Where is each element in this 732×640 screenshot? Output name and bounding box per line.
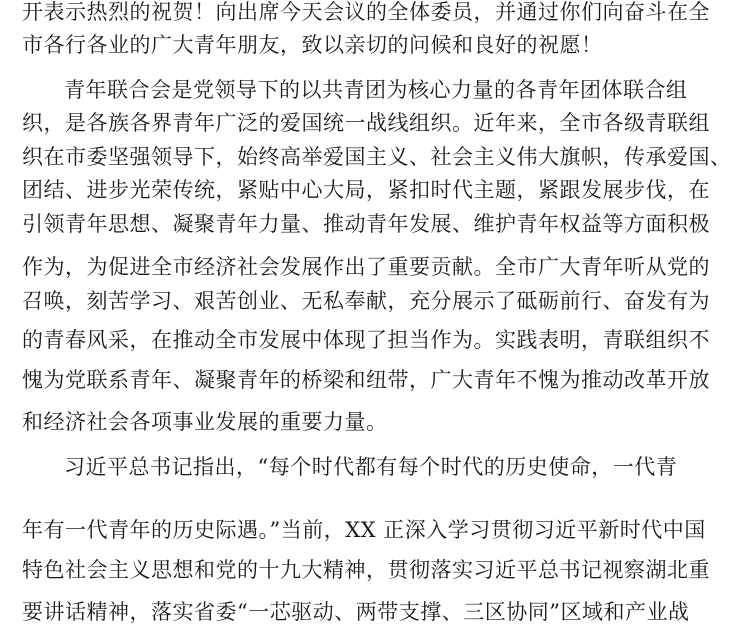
text-line: 召唤，刻苦学习、艰苦创业、无私奉献，充分展示了砥砺前行、奋发有为 [22, 289, 710, 313]
text-line: 作为，为促进全市经济社会发展作出了重要贡献。全市广大青年听从党的 [22, 255, 710, 279]
text-line: 愧为党联系青年、凝聚青年的桥梁和纽带，广大青年不愧为推动改革开放 [22, 368, 710, 392]
text-line: 年有一代青年的历史际遇。”当前，XX 正深入学习贯彻习近平新时代中国 [22, 518, 706, 542]
text-line: 的青春风采，在推动全市发展中体现了担当作为。实践表明，青联组织不 [22, 328, 710, 352]
paragraph-first-line: 青年联合会是党领导下的以共青团为核心力量的各青年团体联合组 [64, 78, 688, 102]
text-line: 引领青年思想、凝聚青年力量、推动青年发展、维护青年权益等方面积极 [22, 212, 710, 236]
text-line: 开表示热烈的祝贺！向出席今天会议的全体委员，并通过你们向奋斗在全 [22, 0, 710, 24]
text-line: 要讲话精神，落实省委“一芯驱动、两带支撑、三区协同”区域和产业战 [22, 600, 690, 624]
text-line: 市各行各业的广大青年朋友，致以亲切的问候和良好的祝愿！ [22, 33, 603, 57]
text-line: 特色社会主义思想和党的十九大精神，贯彻落实习近平总书记视察湖北重 [22, 558, 710, 582]
text-line: 和经济社会各项事业发展的重要力量。 [22, 410, 388, 434]
text-line: 团结、进步光荣传统，紧贴中心大局，紧扣时代主题，紧跟发展步伐，在 [22, 178, 710, 202]
paragraph-first-line: 习近平总书记指出，“每个时代都有每个时代的历史使命，一代青 [64, 455, 678, 479]
text-line: 织在市委坚强领导下，始终高举爱国主义、社会主义伟大旗帜，传承爱国、 [22, 145, 732, 169]
text-line: 织，是各族各界青年广泛的爱国统一战线组织。近年来，全市各级青联组 [22, 111, 710, 135]
